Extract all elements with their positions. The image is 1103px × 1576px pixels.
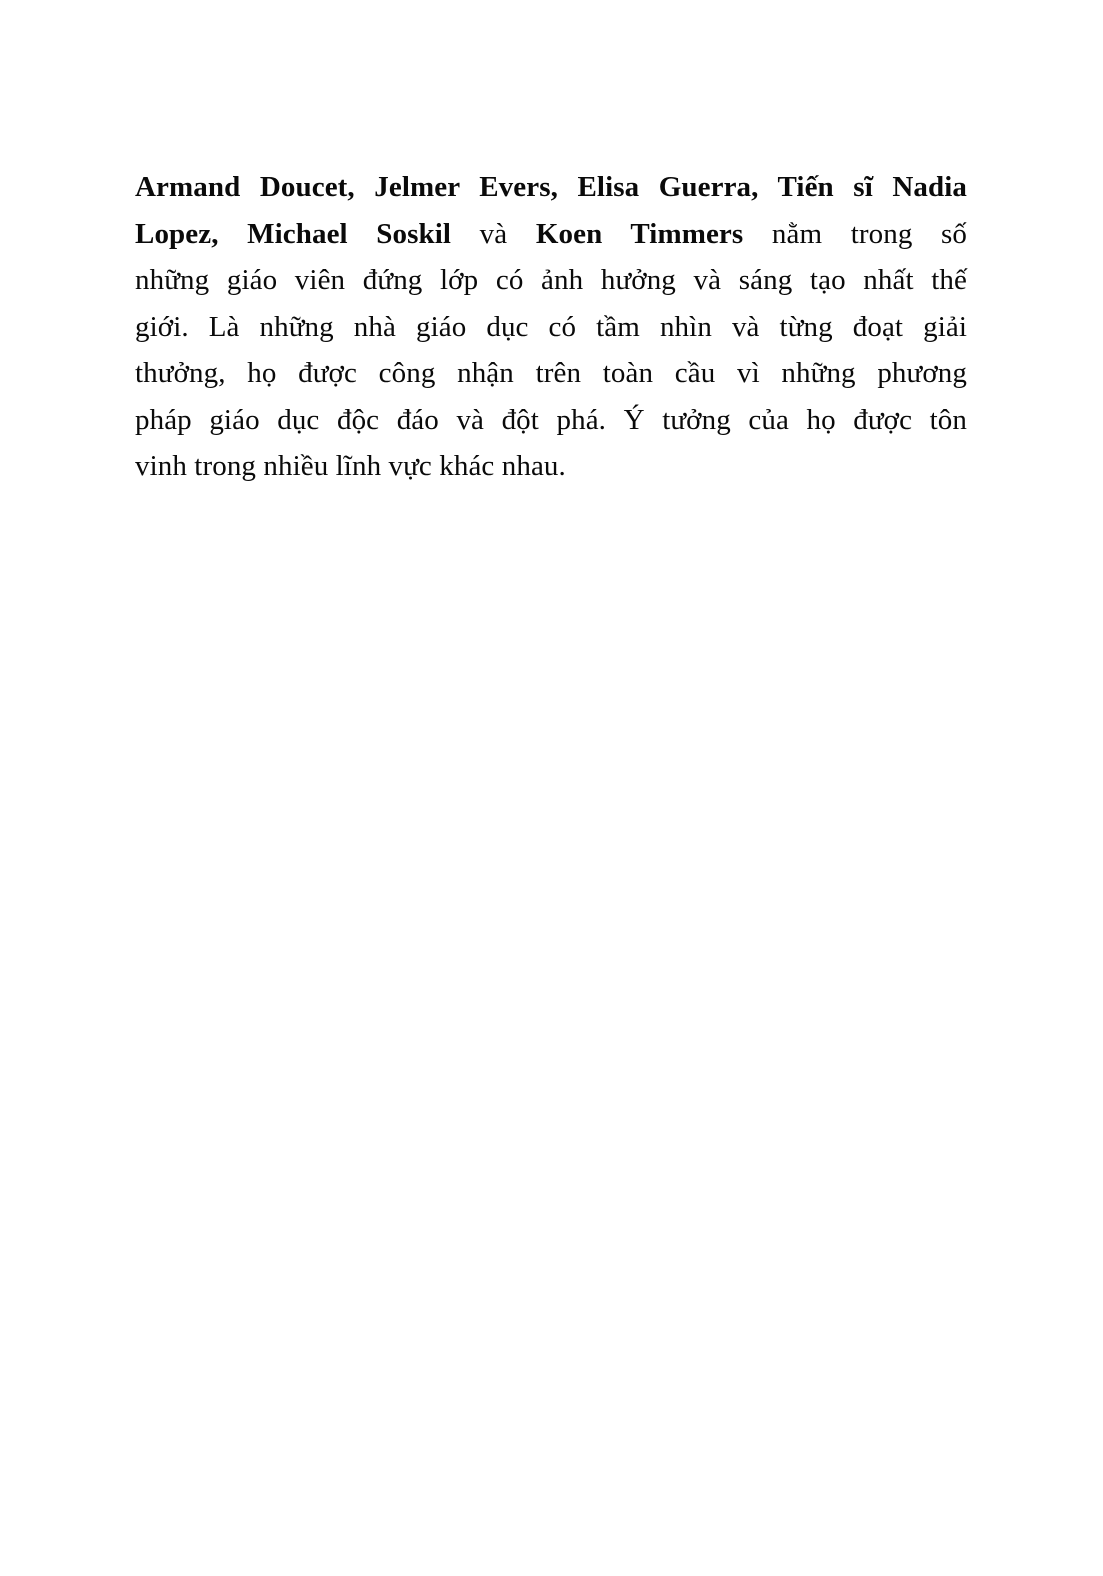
paragraph-line [135, 257, 967, 304]
body-text: vinh trong nhiều lĩnh vực khác nhau. [135, 450, 566, 482]
body-text: những giáo viên đứng lớp có ảnh hưởng và sáng tạo nhất thế [135, 264, 967, 296]
paragraph-line [135, 164, 967, 211]
paragraph-line-last [135, 443, 967, 490]
author-names-text: Armand Doucet, Jelmer Evers, Elisa Guerra, Tiến sĩ Nadia [135, 171, 967, 203]
author-names-text: Koen Timmers [535, 217, 744, 250]
body-text: thưởng, họ được công nhận trên toàn cầu vì những phương [135, 357, 967, 389]
body-text: và [451, 217, 536, 250]
author-names-text: Lopez, Michael Soskil [135, 217, 452, 250]
intro-paragraph [135, 164, 967, 490]
paragraph-line [135, 397, 967, 444]
paragraph-line [135, 304, 967, 351]
body-text: nằm trong số [743, 217, 968, 250]
paragraph-line [135, 350, 967, 397]
body-text: pháp giáo dục độc đáo và đột phá. Ý tưởng của họ được tôn [135, 403, 967, 436]
body-text: giới. Là những nhà giáo dục có tầm nhìn và từng đoạt giải [135, 310, 967, 343]
paragraph-line [135, 211, 967, 258]
